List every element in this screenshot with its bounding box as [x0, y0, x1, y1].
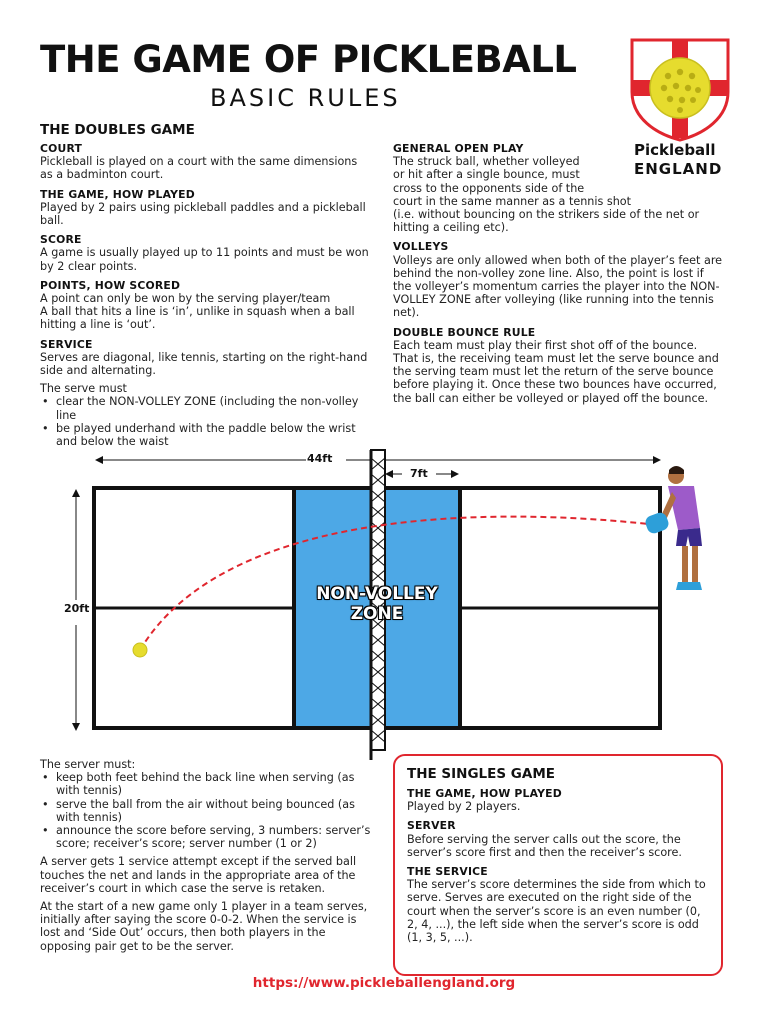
- singles-how-text: Played by 2 players.: [407, 800, 521, 814]
- list-item: • serve the ball from the air without being bounced (as with tennis): [56, 798, 380, 824]
- non-volley-zone-label: [294, 584, 460, 624]
- volleys-heading: VOLLEYS: [393, 240, 449, 254]
- court-width-label: 20ft: [64, 602, 90, 615]
- open-play-line: or hit after a single bounce, must: [393, 168, 580, 182]
- singles-service-heading: THE SERVICE: [407, 865, 488, 879]
- play-rules-column: [393, 142, 723, 405]
- doubles-heading: THE DOUBLES GAME: [40, 122, 195, 138]
- singles-service-text: The server’s score determines the side from which to serve. Serves are executed on the right side of the court when the server’s score is an even number (0, 2, 4, ...), the left side when the server’s score is odd (1, 3, 5, ...).: [407, 878, 706, 945]
- volleys-text: Volleys are only allowed when both of the player’s feet are behind the non-volley zone line. Also, the point is lost if the volleyer’s momentum carries the player into the NON-VOLLEY ZONE after volleying (like running into the tennis net).: [393, 253, 723, 320]
- how-played-heading: THE GAME, HOW PLAYED: [40, 187, 195, 201]
- singles-server-heading: SERVER: [407, 819, 456, 833]
- singles-server-text: Before serving the server calls out the score, the server’s score first and then the receiver’s score.: [407, 832, 682, 859]
- double-bounce-text: Each team must play their first shot off of the bounce. That is, the receiving team must let the serve bounce and the serving team must let the return of the serve bounce before playing it. Once these two bounces have occurred, the ball can either be volleyed or played off the bounce.: [393, 338, 719, 405]
- court-heading: COURT: [40, 142, 83, 155]
- points-text-2: A ball that hits a line is ‘in’, unlike in squash when a ball hitting a line is ‘out’.: [40, 305, 355, 332]
- ball-icon: [133, 643, 147, 657]
- singles-heading: THE SINGLES GAME: [407, 766, 555, 782]
- how-played-text: Played by 2 pairs using pickleball paddles and a pickleball ball.: [40, 200, 366, 228]
- new-game-text: At the start of a new game only 1 player in a team serves, initially after saying the score 0-0-2. When the service is lost and ‘Side Out’ occurs, then both players in the opposing pair get to be the server.: [40, 900, 368, 953]
- page-title: THE GAME OF PICKLEBALL: [40, 38, 577, 81]
- open-play-line: (i.e. without bouncing on the strikers side of the net or hitting a ceiling etc).: [393, 208, 700, 235]
- service-text: Serves are diagonal, like tennis, starting on the right-hand side and alternating.: [40, 350, 368, 378]
- list-item: • announce the score before serving, 3 numbers: server’s score; receiver’s score; server number (1 or 2): [56, 824, 380, 850]
- pickleball-england-shield-logo: [628, 36, 732, 142]
- doubles-rules-column: [40, 142, 370, 448]
- score-text: A game is usually played up to 11 points and must be won by 2 clear points.: [40, 246, 369, 273]
- serve-must-text: The serve must: [40, 382, 127, 396]
- player-icon: [644, 466, 702, 590]
- server-rules-list: [40, 771, 380, 850]
- open-play-line: court in the same manner as a tennis shot: [393, 194, 632, 208]
- service-attempt-text: A server gets 1 service attempt except if the served ball touches the net and lands in the appropriate area of the receiver’s court in which case the serve is retaken.: [40, 855, 357, 895]
- nvz-width-label: 7ft: [410, 467, 428, 480]
- open-play-line: The struck ball, whether volleyed: [393, 155, 580, 169]
- list-item: • be played underhand with the paddle below the wrist and below the waist: [56, 422, 370, 448]
- zone-label-line-2: ZONE: [350, 604, 404, 624]
- singles-rules-column: [407, 787, 713, 944]
- page-subtitle: BASIC RULES: [210, 84, 401, 112]
- brand-name: Pickleball: [634, 141, 716, 159]
- server-must-text: The server must:: [40, 758, 136, 771]
- singles-how-heading: THE GAME, HOW PLAYED: [407, 787, 562, 800]
- court-text: Pickleball is played on a court with the same dimensions as a badminton court.: [40, 155, 358, 182]
- double-bounce-heading: DOUBLE BOUNCE RULE: [393, 325, 536, 339]
- open-play-heading: GENERAL OPEN PLAY: [393, 142, 524, 155]
- points-heading: POINTS, HOW SCORED: [40, 278, 181, 292]
- length-label: 44ft: [307, 452, 333, 465]
- brand-country: ENGLAND: [634, 160, 723, 178]
- points-text-1: A point can only be won by the serving player/team: [40, 292, 331, 306]
- score-heading: SCORE: [40, 233, 82, 247]
- zone-label-line-1: NON-VOLLEY: [316, 584, 438, 604]
- server-rules-column: [40, 758, 380, 953]
- list-item: • keep both feet behind the back line when serving (as with tennis): [56, 771, 380, 797]
- service-heading: SERVICE: [40, 337, 93, 351]
- website-link[interactable]: https://www.pickleballengland.org: [252, 975, 516, 991]
- open-play-line: cross to the opponents side of the: [393, 181, 585, 195]
- list-item: • clear the NON-VOLLEY ZONE (including the non-volley line: [56, 395, 370, 421]
